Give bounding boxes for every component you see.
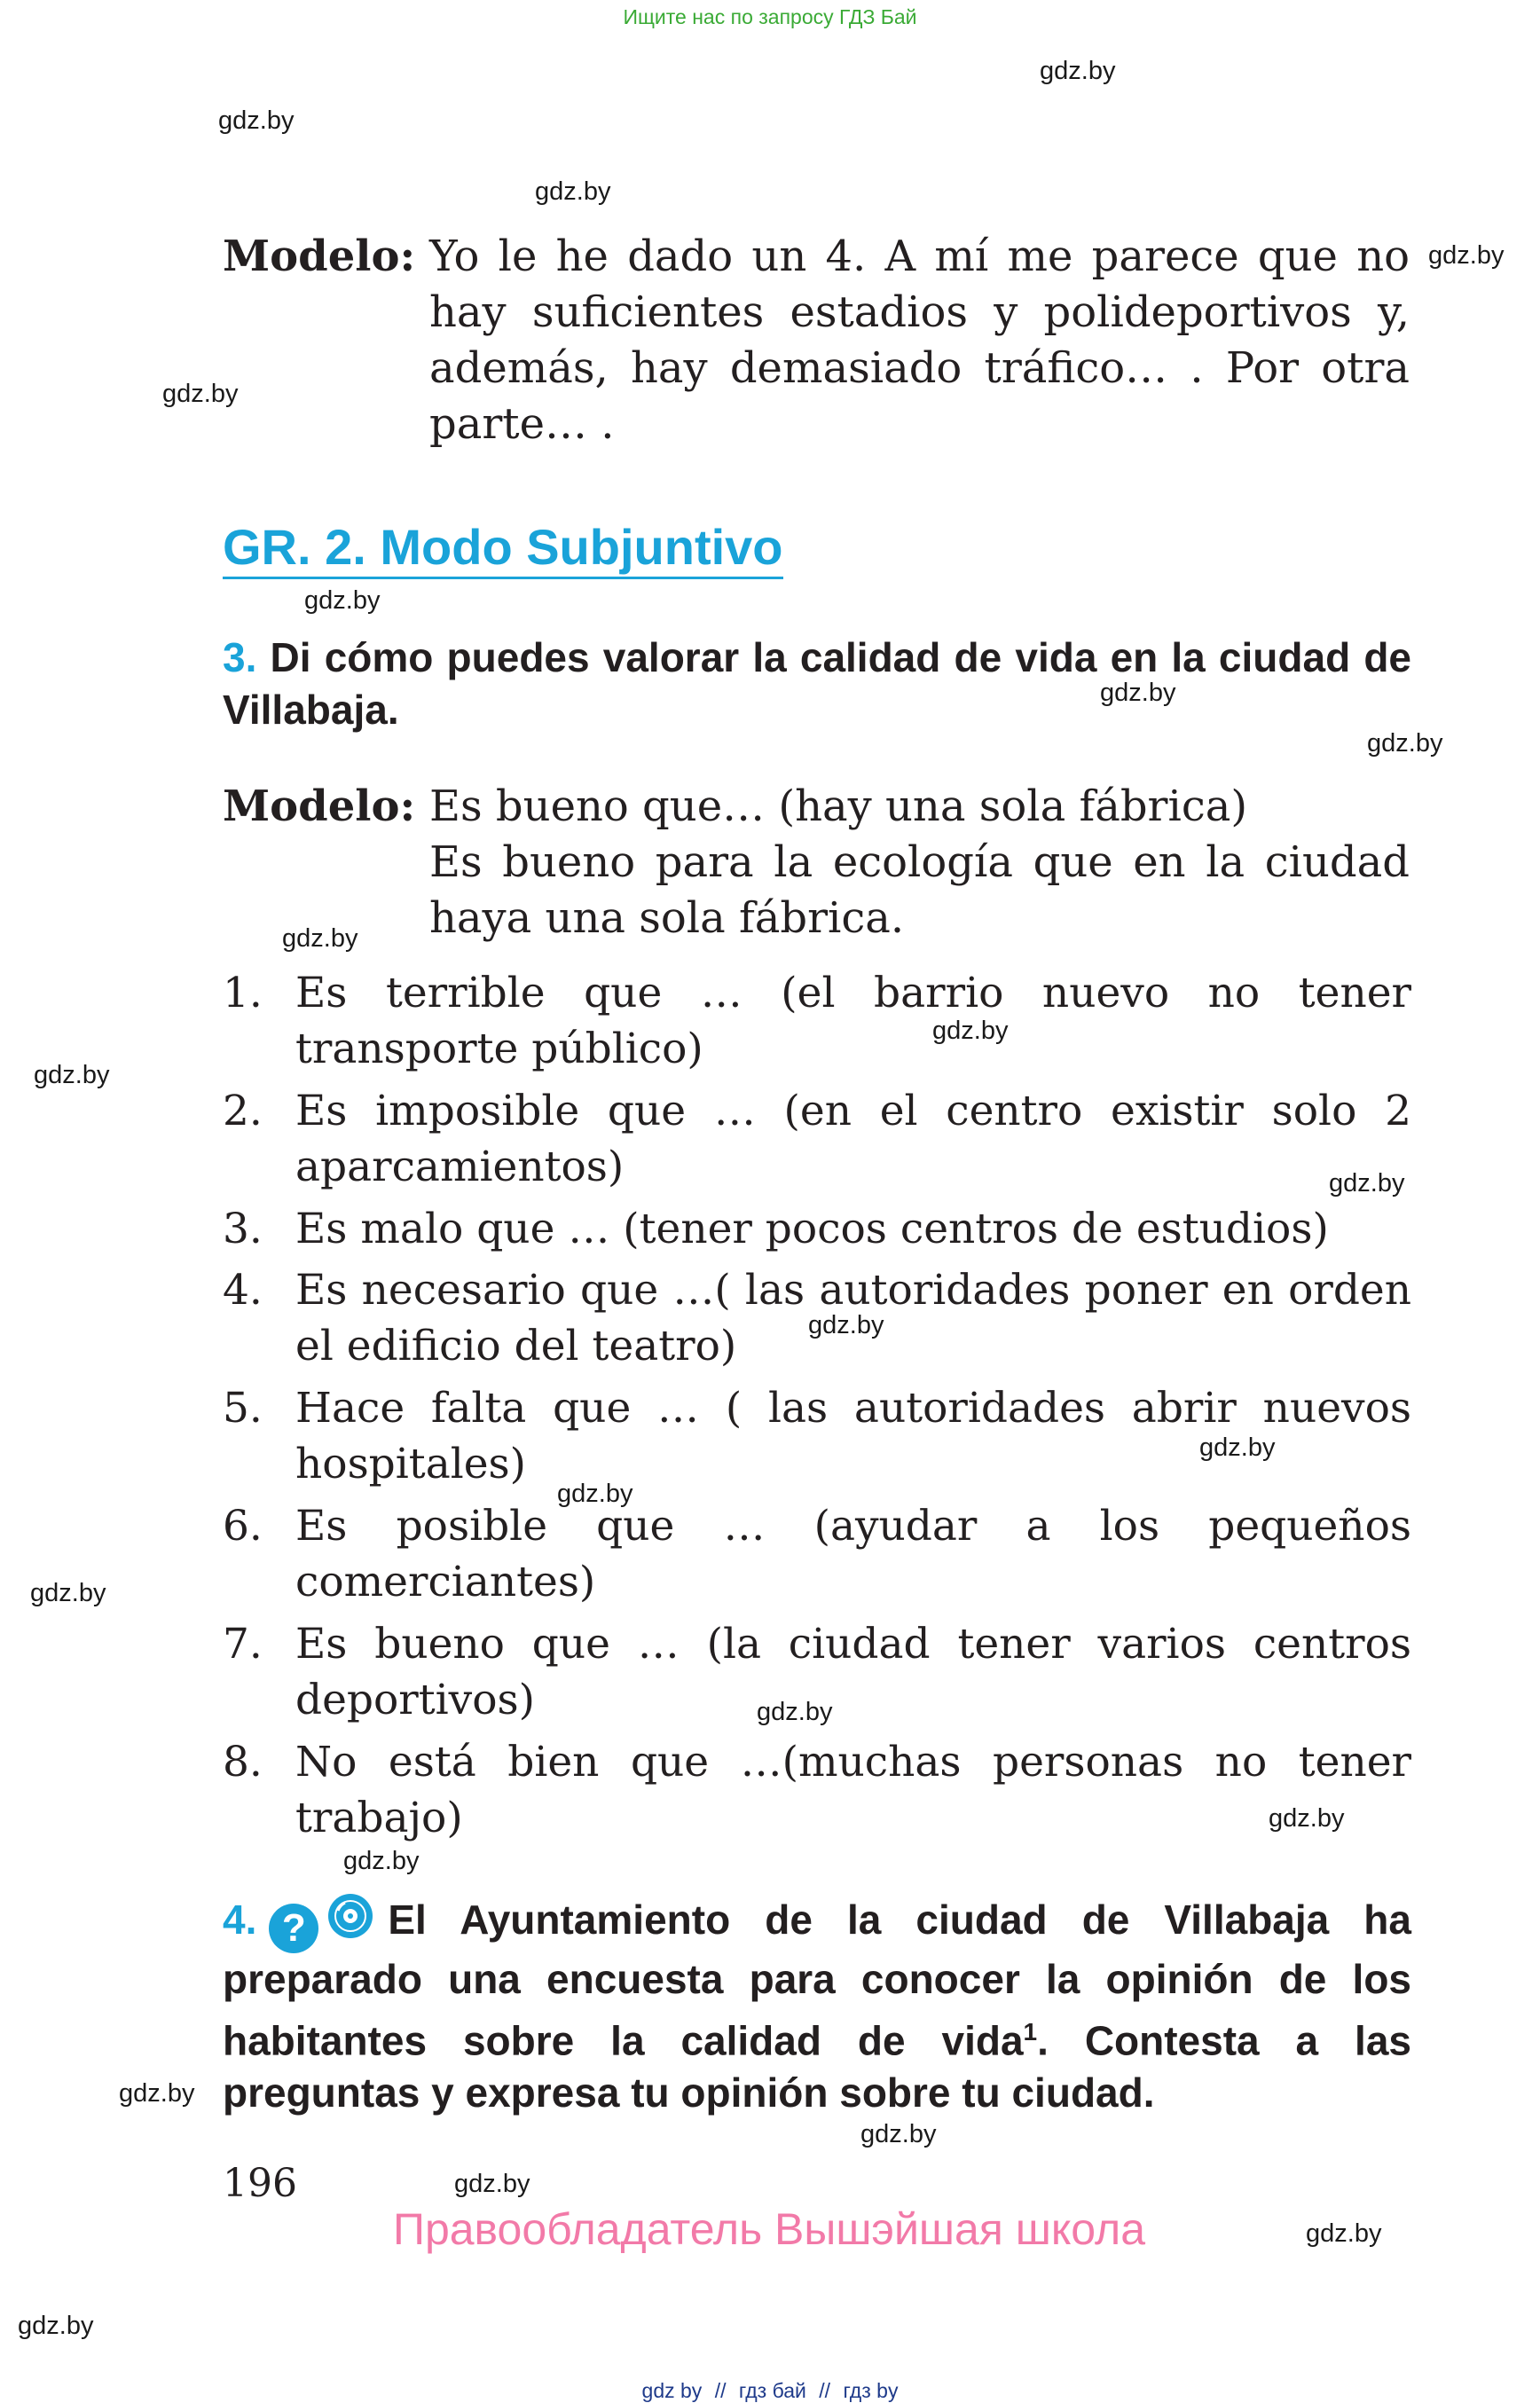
footer-link[interactable]: гдз by (843, 2379, 899, 2402)
model-example-text: Es bueno para la ecología que en la ciudad haya una sola fábrica. (429, 837, 1410, 943)
list-item (223, 1498, 1411, 1610)
item-text: Es imposible que … (en el centro existir solo 2 aparcamientos) (295, 1087, 1411, 1191)
footer-separator: // (819, 2379, 831, 2402)
watermark: gdz.by (162, 380, 239, 408)
item-number: 2. (223, 1087, 263, 1135)
task-text: Di cómo puedes valorar la calidad de vida en la ciudad de Villabaja. (223, 634, 1412, 733)
question-icon: ? (269, 1904, 318, 1953)
watermark: gdz.by (1199, 1433, 1276, 1462)
list-item (223, 1380, 1411, 1492)
watermark: gdz.by (343, 1847, 420, 1875)
watermark: gdz.by (119, 2079, 195, 2108)
task-number: 3. (223, 634, 257, 680)
model-example-line: Es bueno que… (hay una sola fábrica) (429, 781, 1248, 831)
task-text-continued: . Contesta a las preguntas y expresa tu opinión sobre tu ciudad. (223, 2017, 1411, 2116)
list-item (223, 1201, 1411, 1257)
section-title: GR. 2. Modo Subjuntivo (223, 518, 783, 576)
model-label: Modelo: (223, 781, 416, 831)
watermark: gdz.by (1040, 57, 1116, 85)
watermark: gdz.by (932, 1017, 1009, 1045)
watermark: gdz.by (218, 106, 295, 135)
list-item (223, 1262, 1411, 1374)
footer-links (0, 2379, 1540, 2403)
item-text: Hace falta que … ( las autoridades abrir nuevos hospitales) (295, 1384, 1411, 1488)
item-text: Es terrible que … (el barrio nuevo no tener transporte público) (295, 969, 1411, 1073)
watermark: gdz.by (1367, 729, 1443, 758)
watermark: gdz.by (1306, 2219, 1382, 2248)
item-number: 4. (223, 1266, 263, 1315)
task-text: El Ayuntamiento de la ciudad de Villabaja ha preparado una encuesta para conocer la opinión de los habitantes sobre la calidad de vida (223, 1896, 1411, 2064)
watermark: gdz.by (1269, 1804, 1345, 1833)
item-number: 1. (223, 969, 263, 1017)
item-text: No está bien que …(muchas personas no tener trabajo) (295, 1738, 1411, 1842)
top-banner: Ищите нас по запросу ГДЗ Бай (623, 5, 917, 28)
list-item (223, 1083, 1411, 1195)
item-number: 6. (223, 1502, 263, 1551)
list-item (223, 1734, 1411, 1846)
watermark: gdz.by (34, 1061, 110, 1089)
watermark: gdz.by (282, 924, 358, 953)
page-number: 196 (223, 2161, 297, 2206)
section-title-underline (223, 577, 783, 579)
cd-audio-icon (326, 1891, 375, 1941)
watermark: gdz.by (1428, 241, 1505, 270)
footer-link[interactable]: gdz by (641, 2379, 703, 2402)
item-number: 5. (223, 1384, 263, 1433)
model-example-text: Yo le he dado un 4. A mí me parece que no hay suficientes estadios y polideportivos y, además, hay demasiado tráfico… . Por otra parte… . (429, 232, 1410, 449)
list-item (223, 965, 1411, 1077)
task-4-instruction (223, 1891, 1411, 2119)
task-3-instruction (223, 632, 1411, 736)
item-number: 8. (223, 1738, 263, 1787)
model-label: Modelo: (223, 232, 416, 281)
item-text: Es bueno que … (la ciudad tener varios centros deportivos) (295, 1620, 1411, 1724)
watermark: gdz.by (454, 2170, 530, 2198)
copyright-notice: Правообладатель Вышэйшая школа (393, 2204, 1145, 2254)
watermark: gdz.by (1329, 1169, 1405, 1198)
watermark: gdz.by (808, 1311, 884, 1339)
watermark: gdz.by (757, 1698, 833, 1726)
watermark: gdz.by (1100, 679, 1176, 707)
task-number: 4. (223, 1896, 257, 1943)
watermark: gdz.by (535, 177, 611, 206)
item-number: 3. (223, 1205, 263, 1253)
watermark: gdz.by (304, 586, 381, 615)
list-item (223, 1616, 1411, 1728)
item-text: Es malo que … (tener pocos centros de estudios) (295, 1205, 1329, 1253)
watermark: gdz.by (557, 1480, 633, 1508)
watermark: gdz.by (18, 2312, 94, 2340)
footer-separator: // (714, 2379, 727, 2402)
item-text: Es posible que … (ayudar a los pequeños comerciantes) (295, 1502, 1411, 1606)
footnote-marker: 1 (1023, 2018, 1038, 2046)
watermark: gdz.by (30, 1579, 106, 1607)
watermark: gdz.by (860, 2120, 937, 2148)
item-text: Es necesario que …( las autoridades poner en orden el edificio del teatro) (295, 1266, 1411, 1370)
item-number: 7. (223, 1620, 263, 1669)
footer-link[interactable]: гдз бай (738, 2379, 806, 2402)
